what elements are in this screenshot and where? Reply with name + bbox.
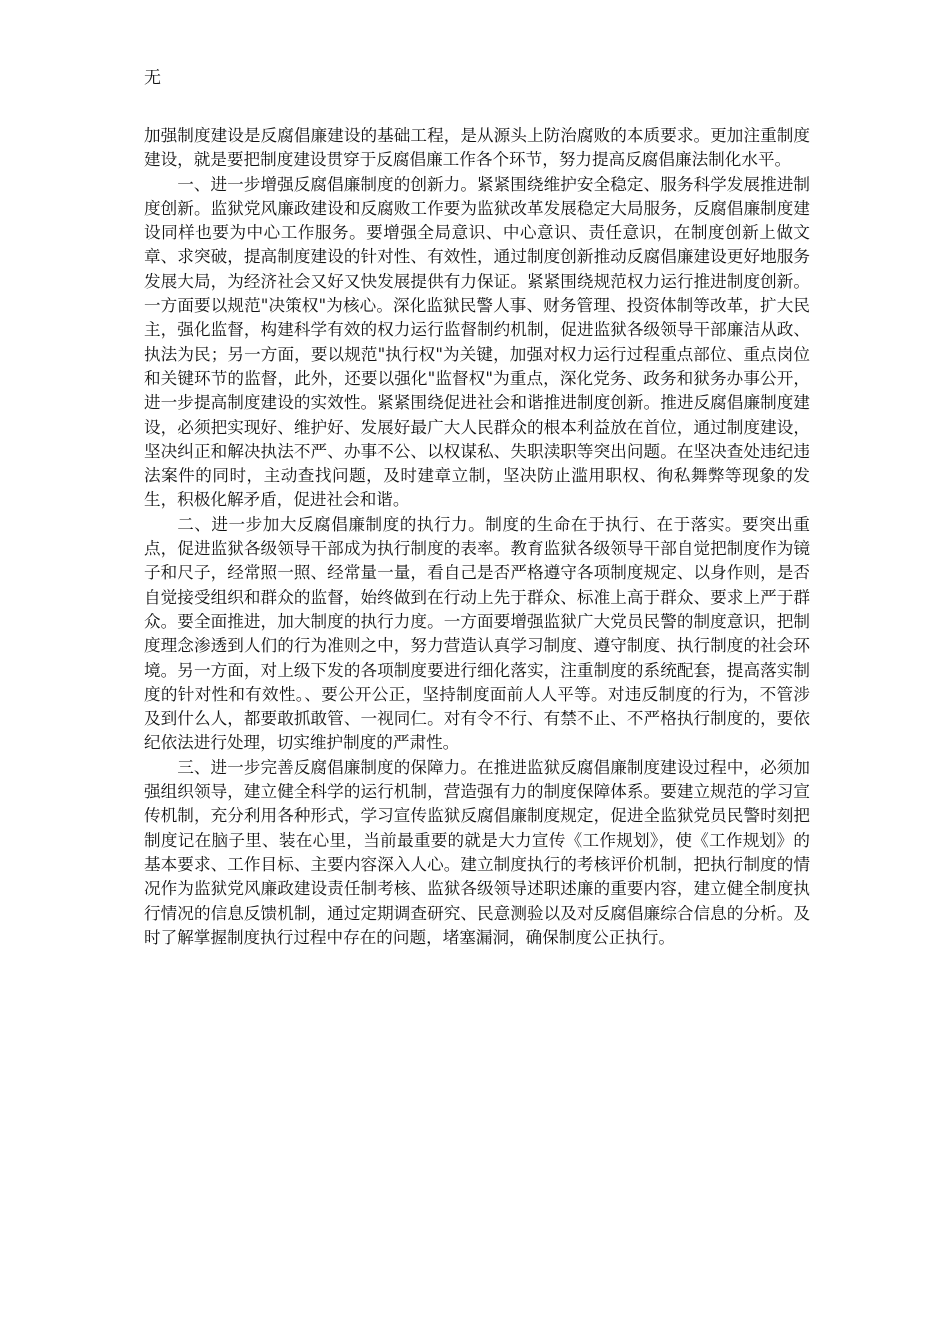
- section-2-paragraph: 二、进一步加大反腐倡廉制度的执行力。制度的生命在于执行、在于落实。要突出重点，促进监狱各级领导干部成为执行制度的表率。教育监狱各级领导干部自觉把制度作为镜子和尺子，经常照一照、经常量一量，看自己是否严格遵守各项制度规定、以身作则，是否自觉接受组织和群众的监督，始终做到在行动上先于群众、标准上高于群众、要求上严于群众。要全面推进，加大制度的执行力度。一方面要增强监狱广大党员民警的制度意识，把制度理念渗透到人们的行为准则之中，努力营造认真学习制度、遵守制度、执行制度的社会环境。另一方面，对上级下发的各项制度要进行细化落实，注重制度的系统配套，提高落实制度的针对性和有效性。、要公开公正，坚持制度面前人人平等。对违反制度的行为，不管涉及到什么人，都要敢抓敢管、一视同仁。对有令不行、有禁不止、不严格执行制度的，要依纪依法进行处理，切实维护制度的严肃性。: [144, 514, 810, 753]
- header-mark: 无: [144, 68, 161, 88]
- section-1-paragraph: 一、进一步增强反腐倡廉制度的创新力。紧紧围绕维护安全稳定、服务科学发展推进制度创新。监狱党风廉政建设和反腐败工作要为监狱改革发展稳定大局服务，反腐倡廉制度建设同样也要为中心工作服务。要增强全局意识、中心意识、责任意识，在制度创新上做文章、求突破，提高制度建设的针对性、有效性，通过制度创新推动反腐倡廉建设更好地服务发展大局，为经济社会又好又快发展提供有力保证。紧紧围绕规范权力运行推进制度创新。一方面要以规范"决策权"为核心。深化监狱民警人事、财务管理、投资体制等改革，扩大民主，强化监督，构建科学有效的权力运行监督制约机制，促进监狱各级领导干部廉洁从政、执法为民；另一方面，要以规范"执行权"为关键，加强对权力运行过程重点部位、重点岗位和关键环节的监督，此外，还要以强化"监督权"为重点，深化党务、政务和狱务办事公开，进一步提高制度建设的实效性。紧紧围绕促进社会和谐推进制度创新。推进反腐倡廉制度建设，必须把实现好、维护好、发展好最广大人民群众的根本利益放在首位，通过制度建设，坚决纠正和解决执法不严、办事不公、以权谋私、失职渎职等突出问题。在坚决查处违纪违法案件的同时，主动查找问题，及时建章立制，坚决防止滥用职权、徇私舞弊等现象的发生，积极化解矛盾，促进社会和谐。: [144, 174, 810, 510]
- section-3-paragraph: 三、进一步完善反腐倡廉制度的保障力。在推进监狱反腐倡廉制度建设过程中，必须加强组织领导，建立健全科学的运行机制，营造强有力的制度保障体系。要建立规范的学习宣传机制，充分利用各种形式，学习宣传监狱反腐倡廉制度规定，促进全监狱党员民警时刻把制度记在脑子里、装在心里，当前最重要的就是大力宣传《工作规划》，使《工作规划》的基本要求、工作目标、主要内容深入人心。建立制度执行的考核评价机制，把执行制度的情况作为监狱党风廉政建设责任制考核、监狱各级领导述职述廉的重要内容，建立健全制度执行情况的信息反馈机制，通过定期调查研究、民意测验以及对反腐倡廉综合信息的分析。及时了解掌握制度执行过程中存在的问题，堵塞漏洞，确保制度公正执行。: [144, 757, 810, 947]
- document-body: [144, 124, 810, 950]
- intro-paragraph: 加强制度建设是反腐倡廉建设的基础工程，是从源头上防治腐败的本质要求。更加注重制度建设，就是要把制度建设贯穿于反腐倡廉工作各个环节，努力提高反腐倡廉法制化水平。: [144, 126, 810, 170]
